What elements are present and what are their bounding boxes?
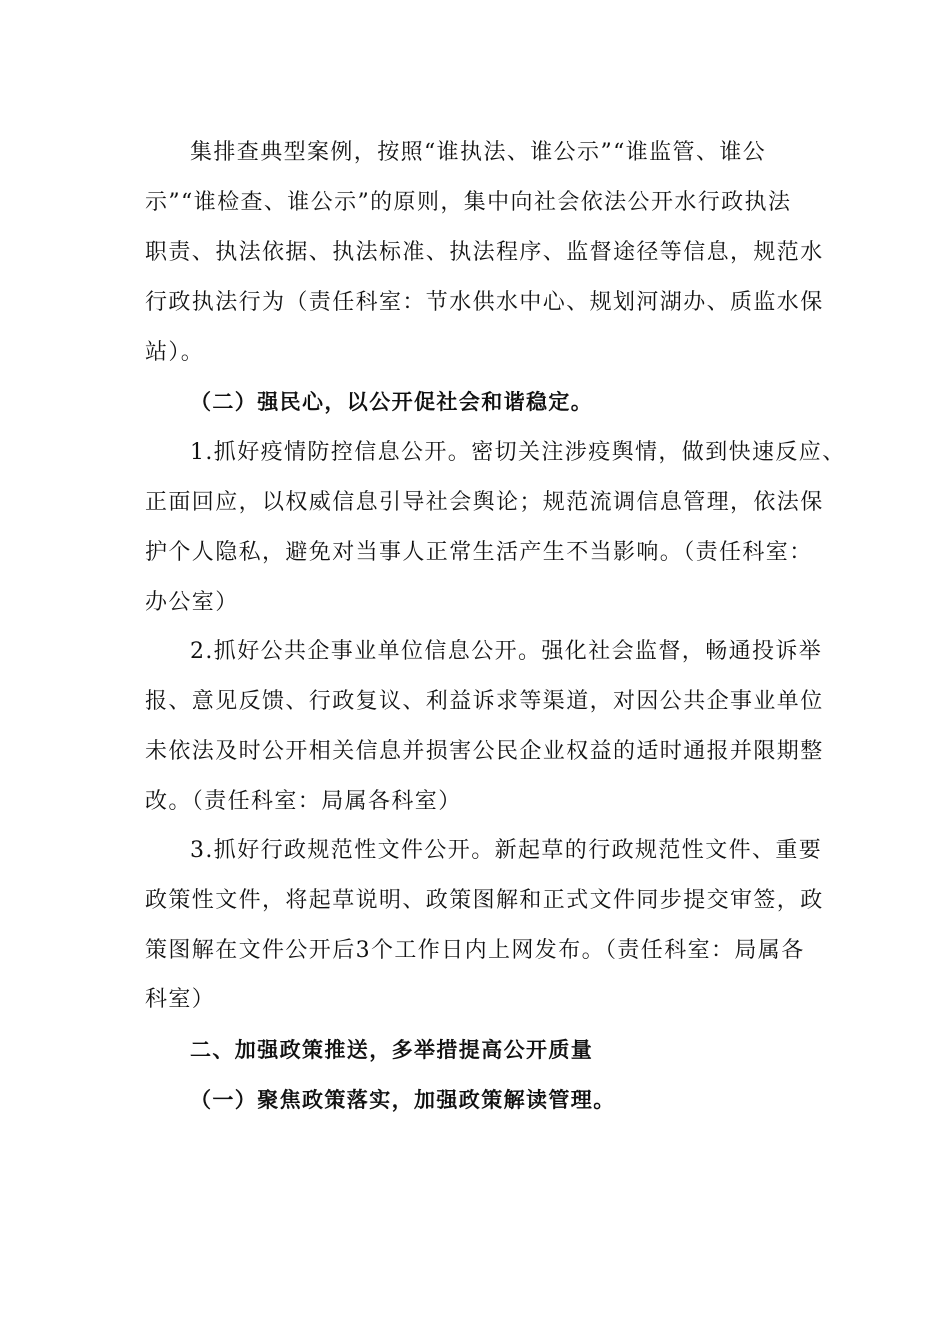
- text-line: 站）。: [145, 340, 205, 365]
- text-line: 1.抓好疫情防控信息公开。密切关注涉疫舆情，做到快速反应、: [190, 440, 846, 465]
- text-line: 示”“谁检查、谁公示”的原则，集中向社会依法公开水行政执法: [145, 190, 792, 215]
- text-line: 办公室）: [145, 590, 239, 615]
- text-line: 职责、执法依据、执法标准、执法程序、监督途径等信息，规范水: [145, 240, 824, 265]
- text-line: 改。（责任科室：局属各科室）: [145, 789, 462, 814]
- text-line: 科室）: [145, 987, 216, 1012]
- heading-line: （二）强民心，以公开促社会和谐稳定。: [190, 390, 594, 414]
- heading-line: 二、加强政策推送，多举措提高公开质量: [190, 1038, 594, 1062]
- text-line: 未依法及时公开相关信息并损害公民企业权益的适时通报并限期整: [145, 739, 824, 764]
- text-line: 2.抓好公共企事业单位信息公开。强化社会监督，畅通投诉举: [190, 639, 823, 664]
- heading-line: （一）聚焦政策落实，加强政策解读管理。: [190, 1088, 616, 1112]
- text-line: 行政执法行为（责任科室：节水供水中心、规划河湖办、质监水保: [145, 290, 824, 315]
- text-line: 集排查典型案例，按照“谁执法、谁公示”“谁监管、谁公: [190, 140, 767, 165]
- text-line: 正面回应，以权威信息引导社会舆论；规范流调信息管理，依法保: [145, 490, 824, 515]
- text-line: 报、意见反馈、行政复议、利益诉求等渠道，对因公共企事业单位: [145, 689, 824, 714]
- text-line: 3.抓好行政规范性文件公开。新起草的行政规范性文件、重要: [190, 838, 823, 863]
- text-line: 护个人隐私，避免对当事人正常生活产生不当影响。（责任科室：: [145, 540, 813, 565]
- text-line: 政策性文件，将起草说明、政策图解和正式文件同步提交审签，政: [145, 888, 824, 913]
- text-line: 策图解在文件公开后3个工作日内上网发布。（责任科室：局属各: [145, 938, 805, 963]
